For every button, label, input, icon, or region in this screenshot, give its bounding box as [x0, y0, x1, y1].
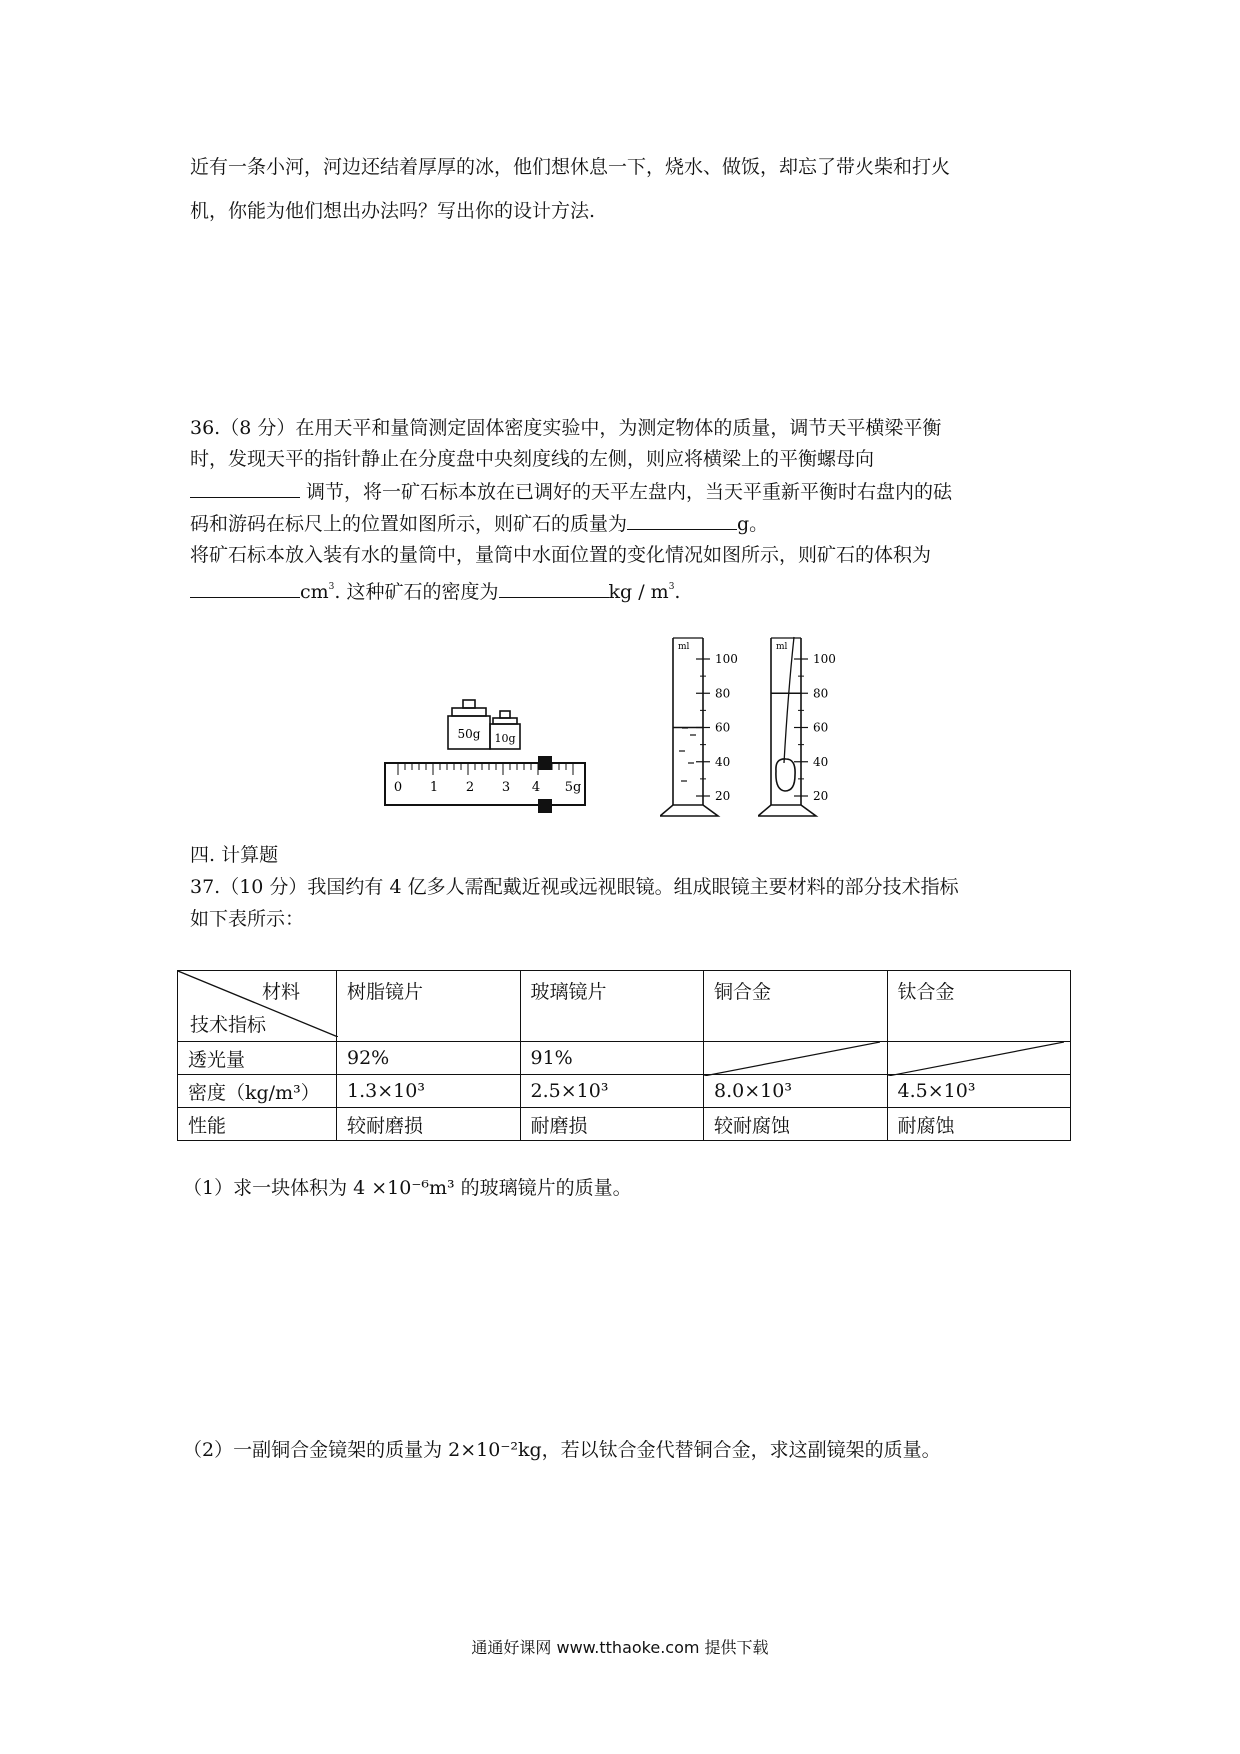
cylinder-mark-label: 100	[715, 652, 738, 666]
table-cell: 92%	[337, 1042, 521, 1075]
cylinder-mark-label: 20	[715, 789, 731, 803]
cylinder-after-unit: ml	[776, 642, 788, 652]
row-label-performance: 性能	[178, 1108, 337, 1141]
col-header-glass: 玻璃镜片	[520, 971, 704, 1042]
table-cell: 4.5×10³	[887, 1075, 1071, 1108]
weight-10g	[490, 711, 520, 749]
volume-unit: cm	[300, 581, 329, 603]
q36-line5: 将矿石标本放入装有水的量筒中，量筒中水面位置的变化情况如图所示，则矿石的体积为	[190, 544, 932, 566]
cylinder-mark-label: 40	[715, 754, 731, 769]
q36-line6-text: . 这种矿石的密度为	[334, 581, 499, 603]
corner-label-spec: 技术指标	[190, 1014, 267, 1036]
weight-50g	[448, 700, 490, 749]
cylinder-mark-label: 60	[715, 720, 731, 735]
scale-label-2: 2	[465, 780, 475, 795]
col-header-titanium-alloy: 钛合金	[887, 971, 1071, 1042]
q35-text-line1: 近有一条小河，河边还结着厚厚的冰，他们想休息一下，烧水、做饭，却忘了带火柴和打火	[190, 156, 951, 178]
col-header-copper-alloy: 铜合金	[704, 971, 888, 1042]
q37-part1: （1）求一块体积为 4 ×10⁻⁶m³ 的玻璃镜片的质量。	[183, 1177, 632, 1199]
table-cell: 2.5×10³	[520, 1075, 704, 1108]
thread	[784, 637, 794, 763]
rider-top	[538, 756, 552, 770]
materials-table	[177, 970, 1071, 1141]
answer-blank-mass[interactable]	[627, 507, 737, 530]
answer-blank-direction[interactable]	[190, 475, 300, 498]
table-cell: 1.3×10³	[337, 1075, 521, 1108]
cylinder-mark-label: 100	[813, 652, 836, 666]
balance-scale	[385, 756, 585, 813]
table-cell-na	[887, 1042, 1071, 1075]
density-unit: kg / m	[608, 581, 669, 603]
cylinder-before	[660, 633, 765, 823]
cylinder-mark-label: 80	[715, 686, 731, 701]
row-label-transmittance: 透光量	[178, 1042, 337, 1075]
table-cell: 耐磨损	[520, 1108, 704, 1141]
cylinder-mark-label: 60	[813, 720, 829, 735]
table-row	[178, 1042, 1071, 1075]
cylinder-before-unit: ml	[678, 642, 690, 652]
cylinder-mark-label: 80	[813, 686, 829, 701]
scale-label-4: 4	[531, 780, 541, 795]
corner-label-material: 材料	[261, 981, 300, 1003]
table-cell: 耐腐蚀	[887, 1108, 1071, 1141]
scale-label-5: 5g	[564, 780, 582, 795]
scale-label-1: 1	[429, 780, 439, 795]
table-cell: 较耐磨损	[337, 1108, 521, 1141]
q36-line6	[190, 572, 1070, 607]
table-cell: 8.0×10³	[704, 1075, 888, 1108]
rock-sample	[776, 759, 795, 791]
cylinder-mark-label: 20	[813, 789, 829, 803]
density-unit-exp: 3	[668, 582, 675, 592]
q36-line3-text: 调节，将一矿石标本放在已调好的天平左盘内，当天平重新平衡时右盘内的砝	[300, 481, 953, 503]
table-cell-na	[704, 1042, 888, 1075]
col-header-resin: 树脂镜片	[337, 971, 521, 1042]
table-cell: 91%	[520, 1042, 704, 1075]
section-title: 四. 计算题	[190, 844, 279, 866]
q35-text-line2: 机，你能为他们想出办法吗？写出你的设计方法.	[190, 200, 596, 222]
volume-unit-exp: 3	[328, 582, 335, 592]
q37-line2: 如下表所示：	[190, 908, 305, 930]
rider-bottom	[538, 799, 552, 813]
answer-blank-density[interactable]	[499, 575, 609, 598]
page-footer: 通通好课网 www.tthaoke.com 提供下载	[471, 1638, 769, 1657]
scale-label-0: 0	[393, 780, 403, 795]
row-label-density: 密度（kg/m³）	[178, 1075, 337, 1108]
q36-line3	[190, 475, 1070, 507]
table-cell: 较耐腐蚀	[704, 1108, 888, 1141]
weight-50g-label: 50g	[457, 727, 481, 741]
table-header-row	[178, 971, 1071, 1042]
q36-line4	[190, 507, 1070, 539]
balance-figure	[380, 695, 620, 820]
q36-line1: 36.（8 分）在用天平和量筒测定固体密度实验中，为测定物体的质量，调节天平横梁平衡	[190, 417, 942, 439]
q37-line1: 37.（10 分）我国约有 4 亿多人需配戴近视或远视眼镜。组成眼镜主要材料的部分技术指标	[190, 876, 959, 898]
table-row	[178, 1108, 1071, 1141]
q36-line6-end: .	[674, 581, 681, 603]
answer-blank-volume[interactable]	[190, 575, 300, 598]
cylinder-mark-label: 40	[813, 754, 829, 769]
scale-label-3: 3	[501, 780, 511, 795]
q36-line2: 时，发现天平的指针静止在分度盘中央刻度线的左侧，则应将横梁上的平衡螺母向	[190, 448, 875, 470]
table-row	[178, 1075, 1071, 1108]
q36-line4-text: 码和游码在标尺上的位置如图所示，则矿石的质量为	[190, 513, 628, 535]
q37-part2: （2）一副铜合金镜架的质量为 2×10⁻²kg，若以钛合金代替铜合金，求这副镜架的质量。	[183, 1439, 941, 1461]
weight-10g-label: 10g	[494, 732, 516, 745]
table-corner-cell	[178, 971, 337, 1042]
cylinder-after	[758, 633, 863, 823]
q36-mass-unit: g。	[737, 513, 769, 535]
